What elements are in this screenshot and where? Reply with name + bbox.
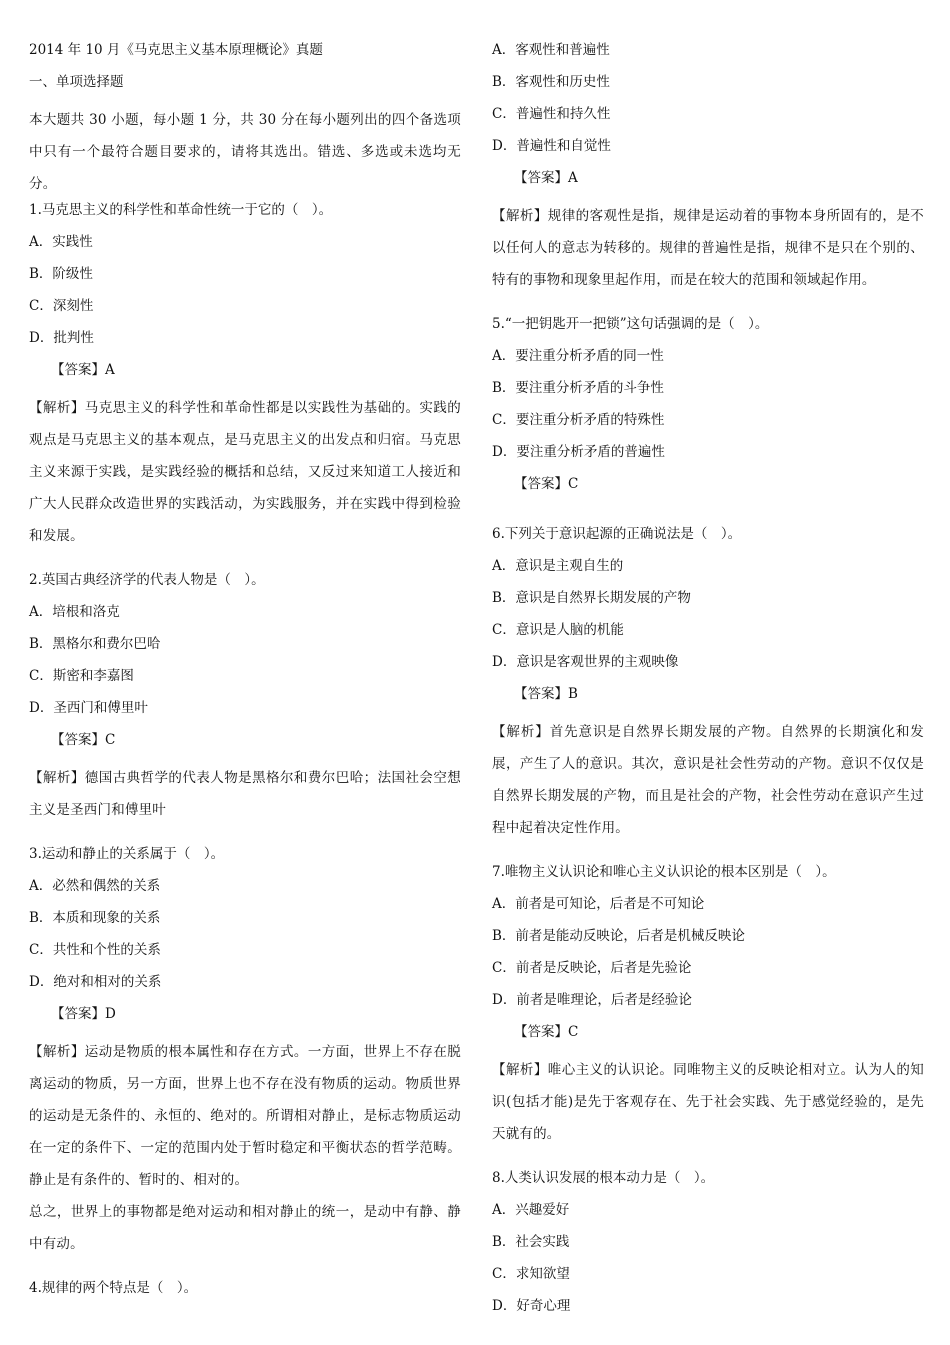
- option-a: A．必然和偶然的关系: [29, 878, 161, 894]
- answer: 【答案】D: [51, 1006, 116, 1022]
- option-c: C．普遍性和持久性: [492, 106, 611, 122]
- option-d: D．前者是唯理论，后者是经验论: [492, 992, 692, 1008]
- option-d: D．要注重分析矛盾的普遍性: [492, 444, 665, 460]
- option-a: A．兴趣爱好: [492, 1202, 570, 1218]
- option-b: B．社会实践: [492, 1234, 570, 1250]
- option-c: C．意识是人脑的机能: [492, 622, 624, 638]
- question-stem: 4.规律的两个特点是（ ）。: [29, 1280, 198, 1296]
- analysis: 【解析】德国古典哲学的代表人物是黑格尔和费尔巴哈；法国社会空想主义是圣西门和傅里叶: [29, 770, 461, 818]
- answer: 【答案】C: [51, 732, 116, 748]
- option-b: B．客观性和历史性: [492, 74, 610, 90]
- option-c: C．前者是反映论，后者是先验论: [492, 960, 692, 976]
- analysis: 【解析】运动是物质的根本属性和存在方式。一方面，世界上不存在脱离运动的物质，另一方面，世界上也不存在没有物质的运动。物质世界的运动是无条件的、永恒的、绝对的。所谓相对静止，是标志物质运动在一定的条件下、一定的范围内处于暂时稳定和平衡状态的哲学范畴。静止是有条件的、暂时的、相对的。: [29, 1044, 461, 1188]
- answer: 【答案】C: [514, 476, 579, 492]
- option-a: A．客观性和普遍性: [492, 42, 610, 58]
- question-stem: 8.人类认识发展的根本动力是（ ）。: [492, 1170, 715, 1186]
- option-d: D．普遍性和自觉性: [492, 138, 611, 154]
- option-c: C．斯密和李嘉图: [29, 668, 134, 684]
- right-column: [492, 40, 924, 1328]
- option-a: A．前者是可知论，后者是不可知论: [492, 896, 705, 912]
- option-d: D．意识是客观世界的主观映像: [492, 654, 679, 670]
- answer: 【答案】B: [514, 686, 578, 702]
- answer: 【答案】A: [51, 362, 115, 378]
- section-heading: 一、单项选择题: [29, 74, 124, 90]
- option-b: B．前者是能动反映论，后者是机械反映论: [492, 928, 745, 944]
- option-c: C．要注重分析矛盾的特殊性: [492, 412, 665, 428]
- exam-title: 2014 年 10 月《马克思主义基本原理概论》真题: [29, 42, 323, 58]
- question-stem: 2.英国古典经济学的代表人物是（ ）。: [29, 572, 265, 588]
- option-a: A．意识是主观自生的: [492, 558, 624, 574]
- question-stem: 7.唯物主义认识论和唯心主义认识论的根本区别是（ ）。: [492, 864, 836, 880]
- analysis: 【解析】首先意识是自然界长期发展的产物。自然界的长期演化和发展，产生了人的意识。其次，意识是社会性劳动的产物。意识不仅仅是自然界长期发展的产物，而且是社会的产物，社会性劳动在意识产生过程中起着决定性作用。: [492, 724, 924, 836]
- option-d: D．圣西门和傅里叶: [29, 700, 148, 716]
- option-d: D．绝对和相对的关系: [29, 974, 162, 990]
- option-b: B．本质和现象的关系: [29, 910, 161, 926]
- question-stem: 6.下列关于意识起源的正确说法是（ ）。: [492, 526, 742, 542]
- analysis-summary: 总之，世界上的事物都是绝对运动和相对静止的统一，是动中有静、静中有动。: [29, 1204, 461, 1252]
- option-a: A．培根和洛克: [29, 604, 120, 620]
- option-b: B．意识是自然界长期发展的产物: [492, 590, 691, 606]
- option-b: B．阶级性: [29, 266, 93, 282]
- option-c: C．求知欲望: [492, 1266, 570, 1282]
- option-d: D．批判性: [29, 330, 94, 346]
- option-d: D．好奇心理: [492, 1298, 571, 1314]
- option-c: C．深刻性: [29, 298, 94, 314]
- analysis: 【解析】规律的客观性是指，规律是运动着的事物本身所固有的，是不以任何人的意志为转移的。规律的普遍性是指，规律不是只在个别的、特有的事物和现象里起作用，而是在较大的范围和领域起作用。: [492, 208, 924, 288]
- option-b: B．要注重分析矛盾的斗争性: [492, 380, 664, 396]
- question-stem: 5.“一把钥匙开一把锁”这句话强调的是（ ）。: [492, 316, 769, 332]
- option-c: C．共性和个性的关系: [29, 942, 161, 958]
- question-stem: 3.运动和静止的关系属于（ ）。: [29, 846, 225, 862]
- analysis: 【解析】马克思主义的科学性和革命性都是以实践性为基础的。实践的观点是马克思主义的基本观点，是马克思主义的出发点和归宿。马克思主义来源于实践，是实践经验的概括和总结，又反过来知道工人接近和广大人民群众改造世界的实践活动，为实践服务，并在实践中得到检验和发展。: [29, 400, 461, 544]
- analysis: 【解析】唯心主义的认识论。同唯物主义的反映论相对立。认为人的知识(包括才能)是先于客观存在、先于社会实践、先于感觉经验的，是先天就有的。: [492, 1062, 924, 1142]
- option-a: A．要注重分析矛盾的同一性: [492, 348, 664, 364]
- question-stem: 1.马克思主义的科学性和革命性统一于它的（ ）。: [29, 202, 333, 218]
- instructions: 本大题共 30 小题，每小题 1 分，共 30 分在每小题列出的四个备选项中只有一个最符合题目要求的，请将其选出。错选、多选或未选均无分。: [29, 112, 461, 192]
- option-b: B．黑格尔和费尔巴哈: [29, 636, 161, 652]
- option-a: A．实践性: [29, 234, 93, 250]
- answer: 【答案】A: [514, 170, 578, 186]
- answer: 【答案】C: [514, 1024, 579, 1040]
- left-column: [29, 40, 461, 1310]
